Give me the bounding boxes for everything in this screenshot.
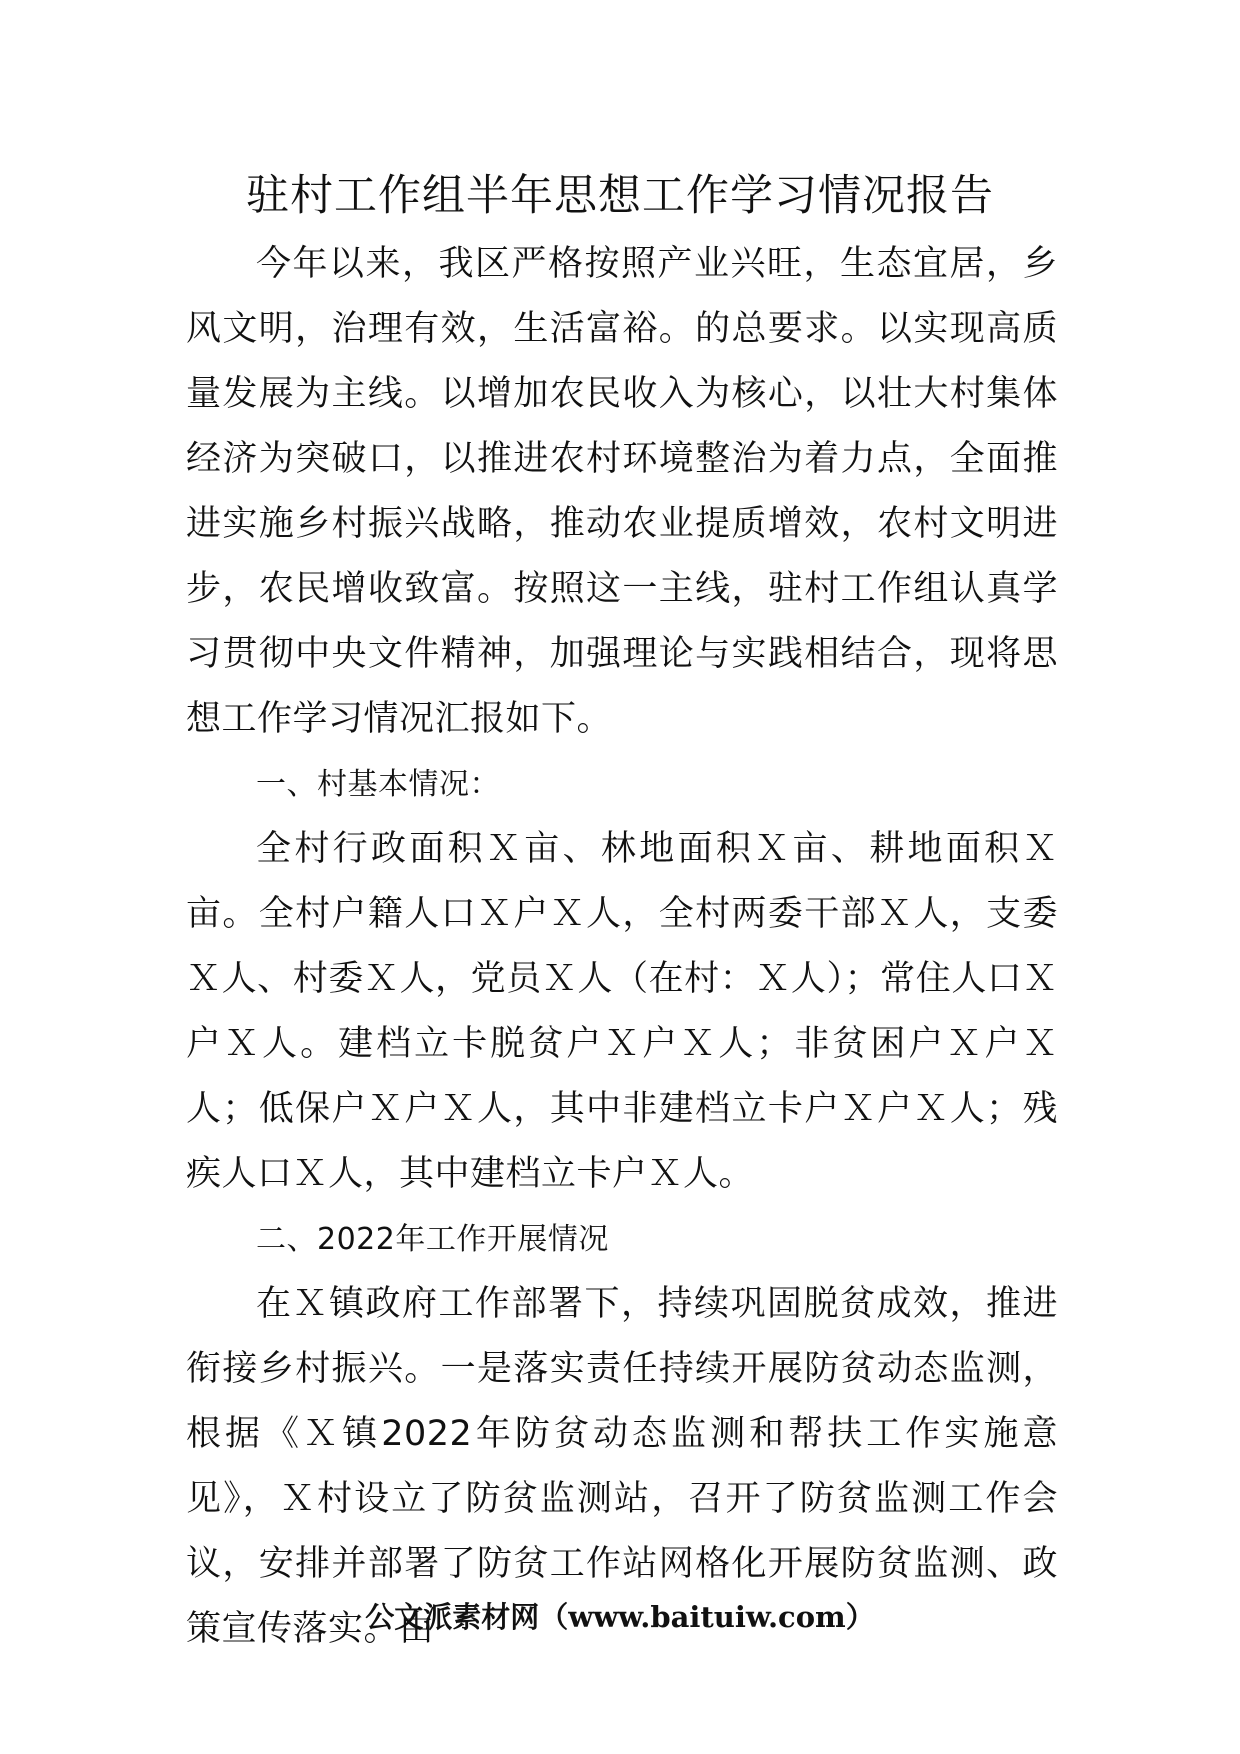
footer-watermark-text: 公文派素材网（www.baituiw.com） bbox=[365, 1600, 875, 1634]
section-heading-work-2022: 二、2022年工作开展情况 bbox=[256, 1222, 609, 1257]
section-heading-village-basics: 一、村基本情况： bbox=[256, 767, 500, 802]
intro-paragraph: 今年以来，我区严格按照产业兴旺，生态宜居，乡风文明，治理有效，生活富裕。的总要求。以实现高质量发展为主线。以增加农民收入为核心，以壮大村集体经济为突破口，以推进农村环境整治为着力点，全面推进实施乡村振兴战略，推动农业提质增效，农村文明进步，农民增收致富。按照这一主线，驻村工作组认真学习贯彻中央文件精神，加强理论与实践相结合，现将思想工作学习情况汇报如下。 bbox=[186, 244, 1058, 739]
village-basics-paragraph: 全村行政面积Ｘ亩、林地面积Ｘ亩、耕地面积Ｘ亩。全村户籍人口Ｘ户Ｘ人，全村两委干部Ｘ人，支委Ｘ人、村委Ｘ人，党员Ｘ人（在村：Ｘ人）；常住人口Ｘ户Ｘ人。建档立卡脱贫户Ｘ户Ｘ人；非贫困户Ｘ户Ｘ人；低保户Ｘ户Ｘ人，其中非建档立卡户Ｘ户Ｘ人；残疾人口Ｘ人，其中建档立卡户Ｘ人。 bbox=[186, 829, 1058, 1194]
document-body bbox=[186, 232, 1058, 1662]
document-title: 驻村工作组半年思想工作学习情况报告 bbox=[246, 171, 994, 221]
work-2022-paragraph: 在Ｘ镇政府工作部署下，持续巩固脱贫成效，推进衔接乡村振兴。一是落实责任持续开展防贫动态监测，根据《Ｘ镇2022年防贫动态监测和帮扶工作实施意见》，Ｘ村设立了防贫监测站，召开了防贫监测工作会议，安排并部署了防贫工作站网格化开展防贫监测、政策宣传落实。由 bbox=[186, 1284, 1058, 1649]
